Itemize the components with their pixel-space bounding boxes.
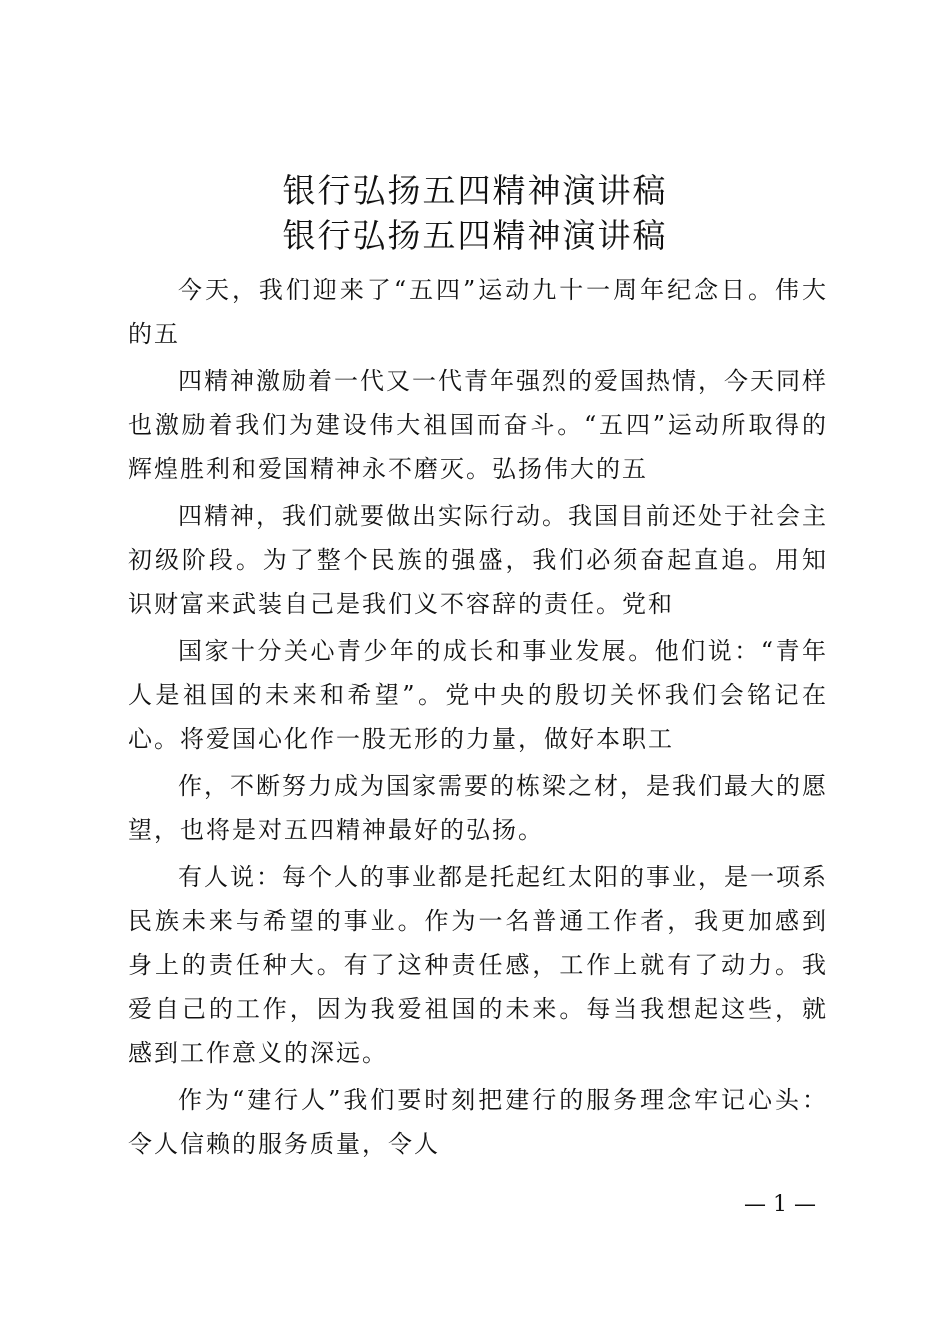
paragraph-6: 有人说：每个人的事业都是托起红太阳的事业，是一项系民族未来与希望的事业。作为一名普通工作者，我更加感到身上的责任种大。有了这种责任感，工作上就有了动力。我爱自己的工作，因为我爱祖国的未来。每当我想起这些，就感到工作意义的深远。 bbox=[128, 863, 828, 1067]
paragraph-2: 四精神激励着一代又一代青年强烈的爱国热情，今天同样也激励着我们为建设伟大祖国而奋斗。“五四”运动所取得的辉煌胜利和爱国精神永不磨灭。弘扬伟大的五 bbox=[128, 367, 828, 483]
paragraph-1: 今天，我们迎来了“五四”运动九十一周年纪念日。伟大的五 bbox=[128, 276, 828, 348]
document-title bbox=[0, 168, 950, 258]
paragraph-7: 作为“建行人”我们要时刻把建行的服务理念牢记心头：令人信赖的服务质量，令人 bbox=[128, 1086, 828, 1158]
page-number: — 1 — bbox=[744, 1192, 816, 1217]
paragraph-5: 作，不断努力成为国家需要的栋梁之材，是我们最大的愿望，也将是对五四精神最好的弘扬。 bbox=[128, 772, 828, 844]
paragraph-4: 国家十分关心青少年的成长和事业发展。他们说：“青年人是祖国的未来和希望”。党中央的殷切关怀我们会铭记在心。将爱国心化作一股无形的力量，做好本职工 bbox=[128, 637, 828, 753]
title-line-2: 银行弘扬五四精神演讲稿 bbox=[282, 216, 668, 255]
document-body bbox=[128, 268, 828, 1169]
paragraph-3: 四精神，我们就要做出实际行动。我国目前还处于社会主初级阶段。为了整个民族的强盛，我们必须奋起直追。用知识财富来武装自己是我们义不容辞的责任。党和 bbox=[128, 502, 828, 618]
title-line-1: 银行弘扬五四精神演讲稿 bbox=[282, 171, 668, 210]
